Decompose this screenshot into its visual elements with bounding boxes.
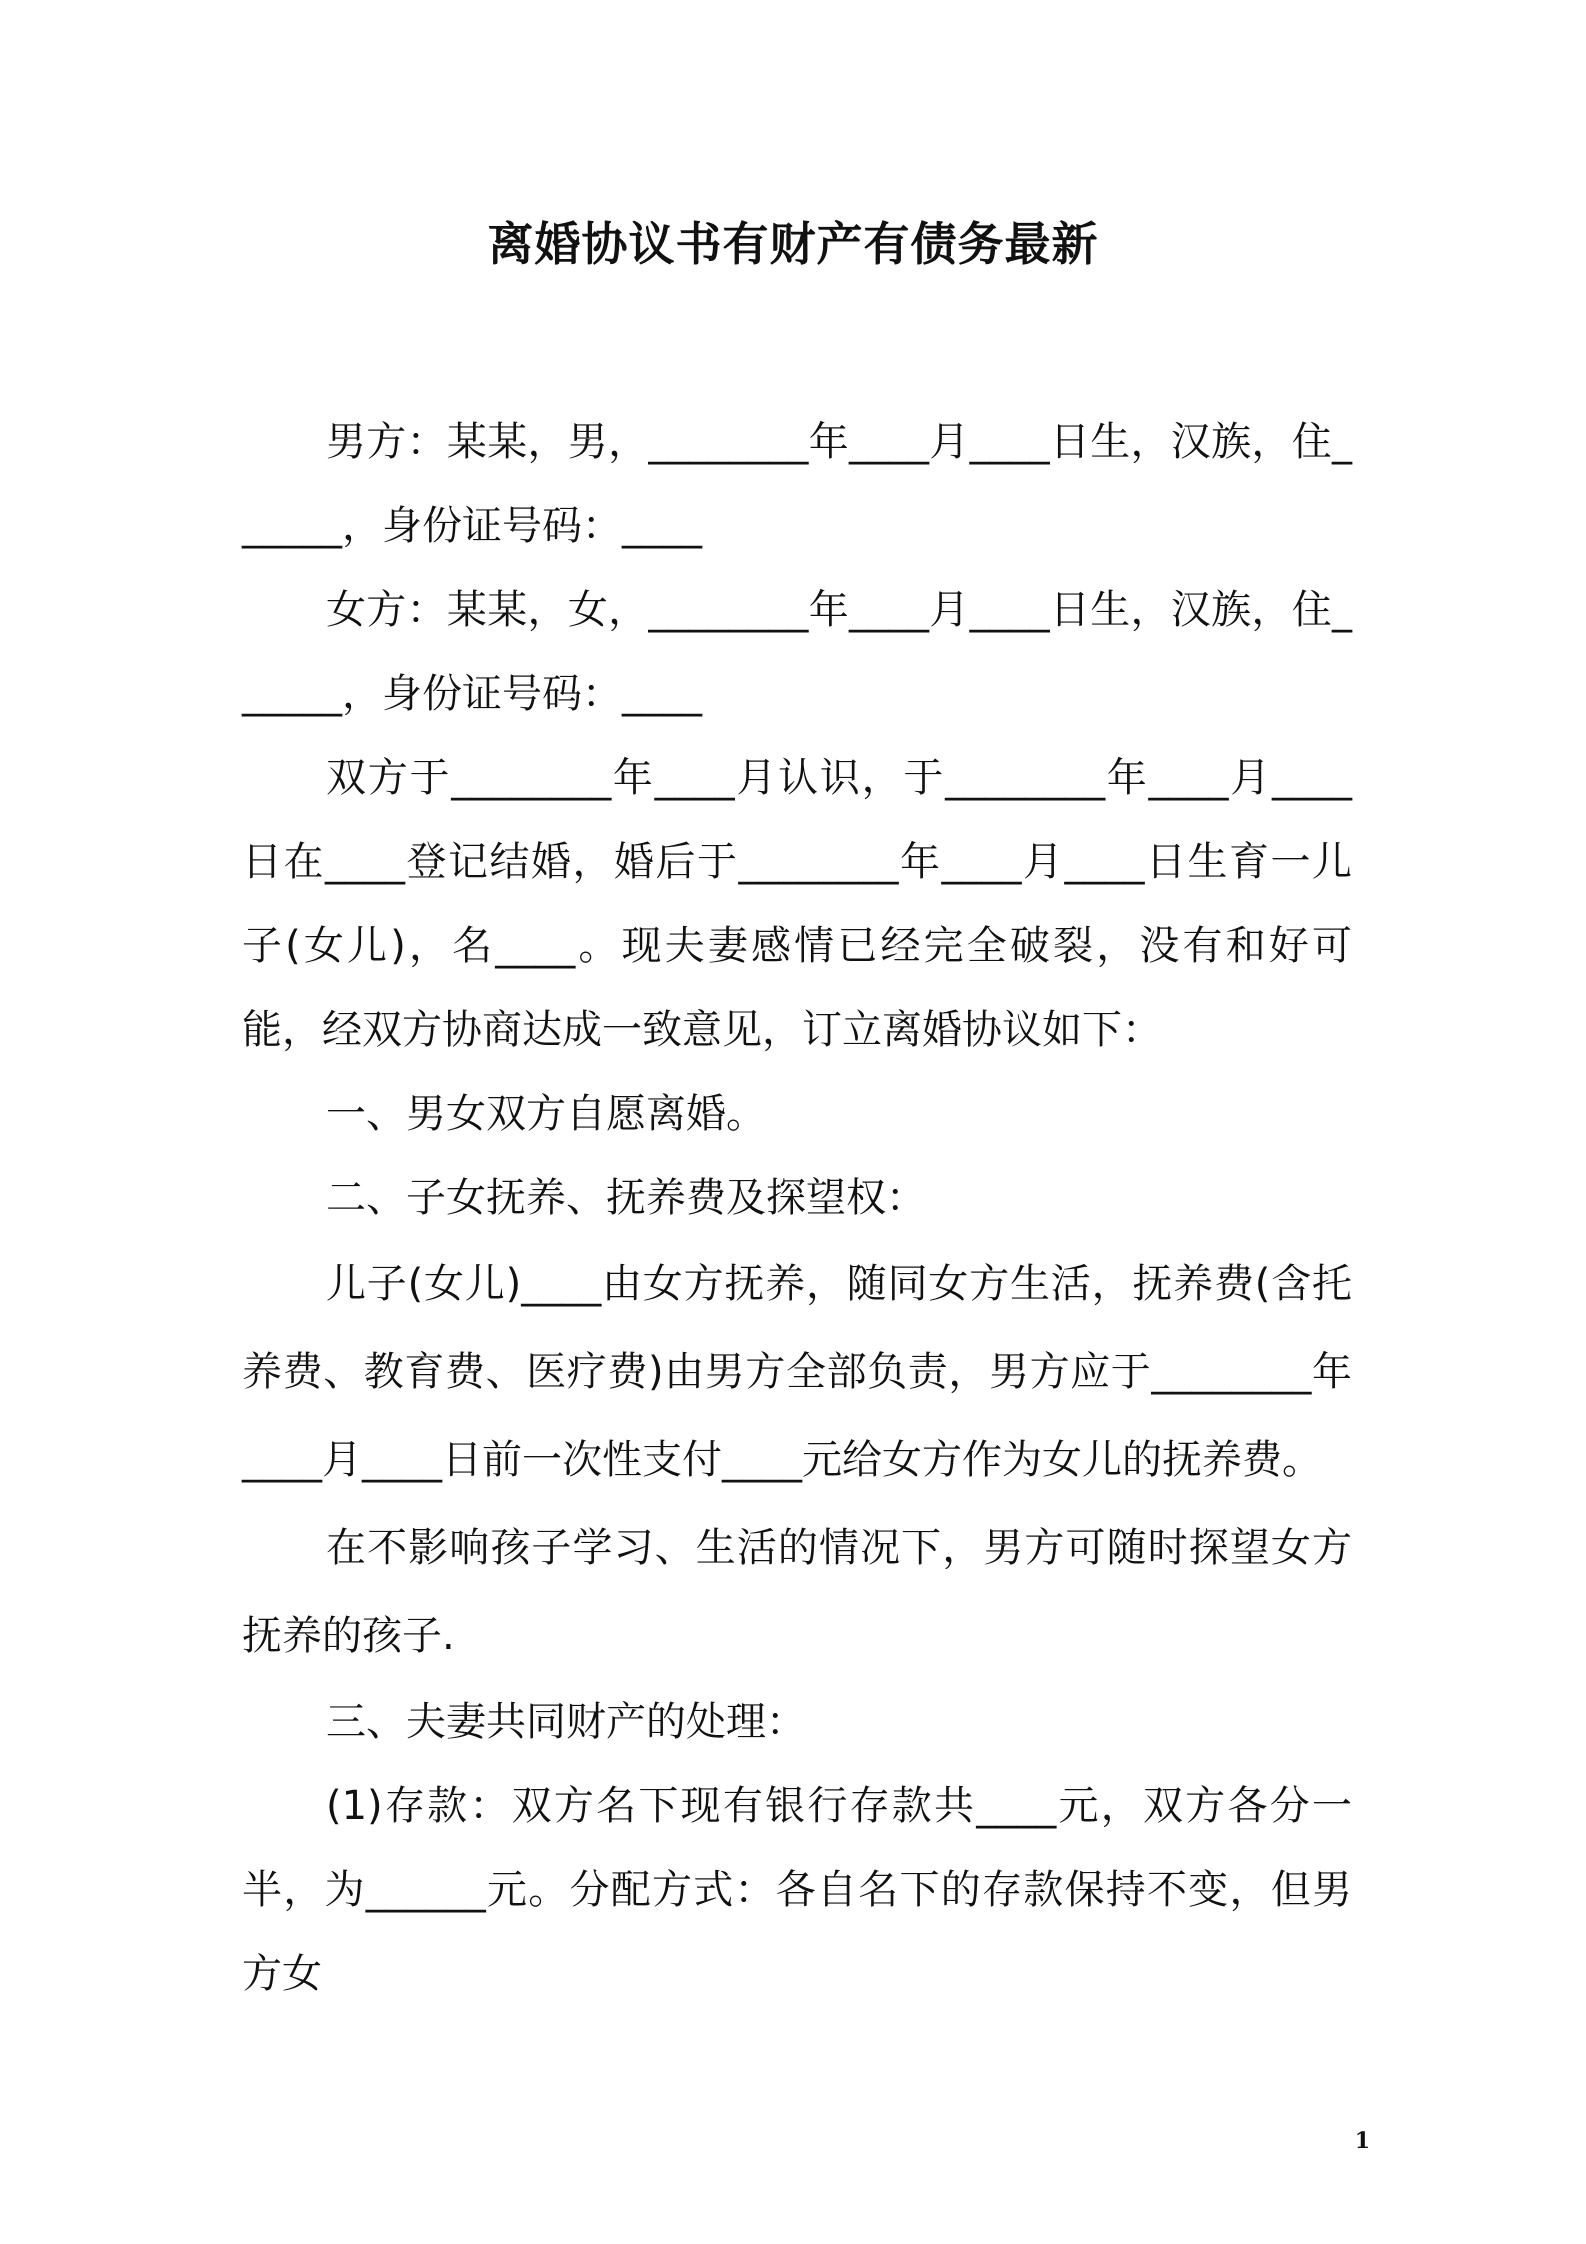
- paragraph-child-support: 儿子(女儿)____由女方抚养，随同女方生活，抚养费(含托养费、教育费、医疗费)由男方全部负责，男方应于________年____月____日前一次性支付____元给女方作为女儿的抚养费。: [242, 1261, 1352, 1483]
- paragraph-male-party: 男方：某某，男，________年____月____日生，汉族，住______，身份证号码：____: [242, 419, 1352, 549]
- paragraph-visitation: 在不影响孩子学习、生活的情况下，男方可随时探望女方抚养的孩子.: [242, 1525, 1352, 1659]
- document-title: 离婚协议书有财产有债务最新: [487, 217, 1099, 271]
- paragraph-marriage-background: 双方于________年____月认识，于________年____月____日在____登记结婚，婚后于________年____月____日生育一儿子(女儿)，名____。现夫妻感情已经完全破裂，没有和好可能，经双方协商达成一致意见，订立离婚协议如下：: [242, 755, 1352, 1053]
- clause-2-heading-custody: 二、子女抚养、抚养费及探望权：: [326, 1175, 926, 1221]
- page-number: 1: [1354, 2128, 1370, 2154]
- paragraph-savings: (1)存款：双方名下现有银行存款共____元，双方各分一半，为______元。分配方式：各自名下的存款保持不变，但男方女: [242, 1783, 1352, 1997]
- document-body: [242, 400, 1352, 2016]
- clause-1-voluntary-divorce: 一、男女双方自愿离婚。: [326, 1091, 766, 1137]
- paragraph-female-party: 女方：某某，女，________年____月____日生，汉族，住______，身份证号码：____: [242, 587, 1352, 717]
- clause-3-heading-property: 三、夫妻共同财产的处理：: [326, 1699, 806, 1745]
